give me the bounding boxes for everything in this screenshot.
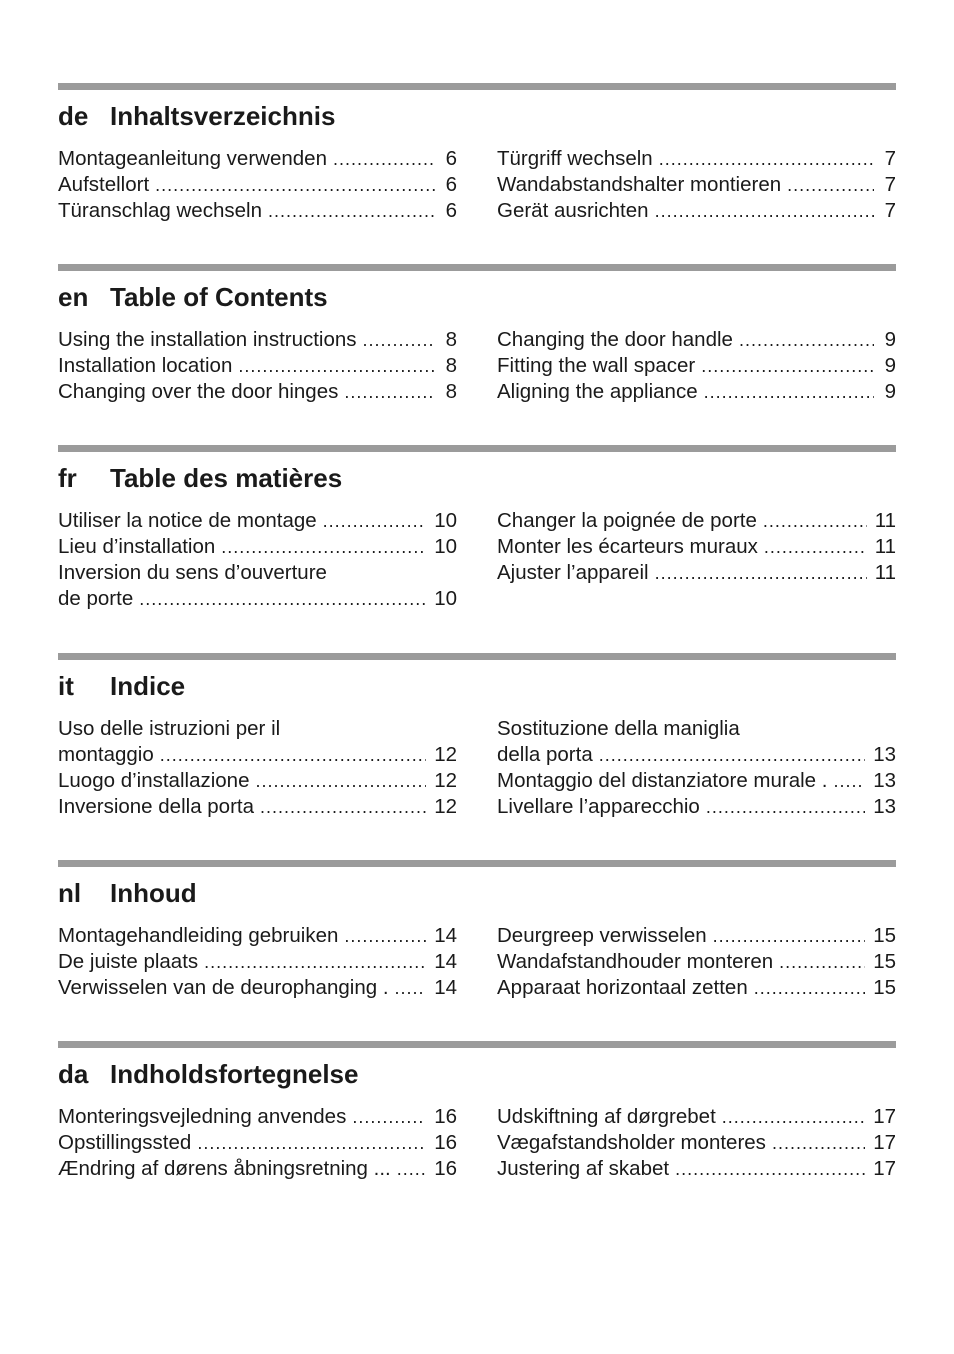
toc-entry-line bbox=[58, 768, 457, 794]
dot-leader bbox=[701, 353, 874, 379]
toc-entry-label: Monteringsvejledning anvendes bbox=[58, 1105, 347, 1128]
page-number: 13 bbox=[873, 743, 896, 766]
page-number: 14 bbox=[434, 950, 457, 973]
toc-entry[interactable] bbox=[58, 1156, 457, 1182]
page-number: 8 bbox=[445, 328, 457, 351]
toc-column-right bbox=[497, 508, 896, 586]
toc-entry[interactable] bbox=[497, 794, 896, 820]
page-number: 11 bbox=[874, 561, 896, 584]
dot-leader bbox=[395, 975, 427, 1001]
page-number: 10 bbox=[434, 535, 457, 558]
toc-entry[interactable] bbox=[497, 379, 896, 405]
toc-entry[interactable] bbox=[497, 327, 896, 353]
toc-entry-line bbox=[58, 379, 457, 405]
page-number: 13 bbox=[873, 769, 896, 792]
section-rule bbox=[58, 445, 896, 452]
toc-entry-label: Ajuster l’appareil bbox=[497, 561, 649, 584]
toc-column-left bbox=[58, 1104, 457, 1182]
toc-entry[interactable] bbox=[58, 508, 457, 534]
dot-leader bbox=[221, 534, 426, 560]
toc-section-da bbox=[58, 1041, 896, 1180]
toc-entry[interactable] bbox=[497, 975, 896, 1001]
toc-entry[interactable] bbox=[58, 560, 457, 612]
toc-entry-label: de porte bbox=[58, 587, 134, 610]
toc-entry[interactable] bbox=[497, 768, 896, 794]
toc-entry-line bbox=[497, 1156, 896, 1182]
toc-entry[interactable] bbox=[58, 172, 457, 198]
section-rule bbox=[58, 264, 896, 271]
toc-entry-label: Aufstellort bbox=[58, 173, 150, 196]
dot-leader bbox=[655, 560, 867, 586]
dot-leader bbox=[675, 1156, 865, 1182]
dot-leader bbox=[706, 794, 865, 820]
page-number: 8 bbox=[445, 380, 457, 403]
page-number: 9 bbox=[884, 380, 896, 403]
section-heading bbox=[58, 1059, 358, 1089]
dot-leader bbox=[655, 198, 874, 224]
page-number: 12 bbox=[434, 769, 457, 792]
toc-entry-line bbox=[497, 923, 896, 949]
dot-leader bbox=[344, 923, 426, 949]
dot-leader bbox=[238, 353, 435, 379]
toc-entry-line bbox=[497, 560, 896, 586]
toc-entry-line bbox=[497, 768, 896, 794]
dot-leader bbox=[722, 1104, 865, 1130]
page-number: 16 bbox=[434, 1131, 457, 1154]
toc-entry-line bbox=[58, 508, 457, 534]
dot-leader bbox=[352, 1104, 426, 1130]
dot-leader bbox=[197, 1130, 426, 1156]
toc-entry[interactable] bbox=[58, 716, 457, 768]
dot-leader bbox=[255, 768, 426, 794]
page-number: 17 bbox=[873, 1105, 896, 1128]
toc-column-left bbox=[58, 327, 457, 405]
dot-leader bbox=[599, 742, 865, 768]
toc-section-it bbox=[58, 653, 896, 818]
page-number: 16 bbox=[434, 1105, 457, 1128]
toc-entry-line bbox=[58, 1104, 457, 1130]
toc-entry[interactable] bbox=[497, 353, 896, 379]
dot-leader bbox=[155, 172, 435, 198]
toc-entry-line bbox=[497, 379, 896, 405]
toc-column-left bbox=[58, 716, 457, 820]
toc-entry[interactable] bbox=[497, 508, 896, 534]
dot-leader bbox=[323, 508, 427, 534]
toc-entry-line bbox=[58, 975, 457, 1001]
toc-entry-line bbox=[58, 742, 457, 768]
section-rule bbox=[58, 653, 896, 660]
dot-leader bbox=[772, 1130, 865, 1156]
section-heading bbox=[58, 878, 197, 908]
dot-leader bbox=[787, 172, 874, 198]
toc-entry-label: Wandafstandhouder monteren bbox=[497, 950, 774, 973]
toc-entry-label: Changing the door handle bbox=[497, 328, 733, 351]
toc-column-left bbox=[58, 923, 457, 1001]
toc-entry-label: Vægafstandsholder monteres bbox=[497, 1131, 766, 1154]
toc-entry-label: Fitting the wall spacer bbox=[497, 354, 696, 377]
toc-entry-line bbox=[497, 353, 896, 379]
toc-entry-line bbox=[497, 975, 896, 1001]
page-number: 8 bbox=[445, 354, 457, 377]
toc-entry-label: Deurgreep verwisselen bbox=[497, 924, 707, 947]
toc-entry-line bbox=[58, 949, 457, 975]
toc-entry-line bbox=[58, 146, 457, 172]
toc-entry-label: Montagehandleiding gebruiken bbox=[58, 924, 339, 947]
toc-entry[interactable] bbox=[58, 794, 457, 820]
toc-entry-label: Türgriff wechseln bbox=[497, 147, 653, 170]
toc-entry-line bbox=[497, 327, 896, 353]
toc-entry-label: Montageanleitung verwenden bbox=[58, 147, 327, 170]
toc-entry[interactable] bbox=[497, 560, 896, 586]
toc-section-de bbox=[58, 83, 896, 222]
toc-entry[interactable] bbox=[497, 949, 896, 975]
section-title: Indice bbox=[110, 671, 186, 701]
toc-entry-line bbox=[58, 794, 457, 820]
toc-entry-label: De juiste plaats bbox=[58, 950, 199, 973]
toc-entry-line bbox=[497, 1104, 896, 1130]
dot-leader bbox=[363, 327, 435, 353]
section-title: Indholdsfortegnelse bbox=[110, 1059, 359, 1089]
section-title: Inhaltsverzeichnis bbox=[110, 101, 336, 131]
dot-leader bbox=[833, 768, 865, 794]
toc-entry-label: Using the installation instructions bbox=[58, 328, 357, 351]
toc-column-right bbox=[497, 716, 896, 820]
toc-entry[interactable] bbox=[58, 923, 457, 949]
toc-entry[interactable] bbox=[497, 1156, 896, 1182]
section-rule bbox=[58, 860, 896, 867]
dot-leader bbox=[397, 1156, 426, 1182]
dot-leader bbox=[333, 146, 435, 172]
toc-column-right bbox=[497, 146, 896, 224]
section-heading bbox=[58, 282, 328, 312]
toc-entry-label: Verwisselen van de deurophanging . bbox=[58, 976, 389, 999]
toc-entry-line bbox=[497, 198, 896, 224]
toc-entry-line bbox=[58, 534, 457, 560]
toc-entry[interactable] bbox=[58, 146, 457, 172]
page-number: 12 bbox=[434, 743, 457, 766]
toc-entry-label-line1 bbox=[497, 716, 896, 742]
toc-entry-label: Udskiftning af dørgrebet bbox=[497, 1105, 716, 1128]
toc-entry-label: della porta bbox=[497, 743, 593, 766]
dot-leader bbox=[704, 379, 874, 405]
toc-entry-label: Aligning the appliance bbox=[497, 380, 698, 403]
page-number: 12 bbox=[434, 795, 457, 818]
page-number: 10 bbox=[434, 587, 457, 610]
toc-entry[interactable] bbox=[58, 198, 457, 224]
page-number: 13 bbox=[873, 795, 896, 818]
toc-entry-line bbox=[58, 198, 457, 224]
page-number: 14 bbox=[434, 924, 457, 947]
toc-entry-label: Wandabstandshalter montieren bbox=[497, 173, 782, 196]
toc-column-right bbox=[497, 1104, 896, 1182]
page-number: 9 bbox=[884, 328, 896, 351]
section-rule bbox=[58, 83, 896, 90]
dot-leader bbox=[739, 327, 874, 353]
toc-entry-line bbox=[497, 1130, 896, 1156]
dot-leader bbox=[204, 949, 426, 975]
page-number: 17 bbox=[873, 1131, 896, 1154]
page-number: 6 bbox=[445, 199, 457, 222]
toc-entry-label: Opstillingssted bbox=[58, 1131, 192, 1154]
toc-entry[interactable] bbox=[497, 716, 896, 768]
toc-entry-label: Livellare l’apparecchio bbox=[497, 795, 700, 818]
section-heading bbox=[58, 463, 342, 493]
page-number: 14 bbox=[434, 976, 457, 999]
toc-entry-label: Luogo d’installazione bbox=[58, 769, 250, 792]
toc-entry-line bbox=[497, 534, 896, 560]
toc-entry-label: Monter les écarteurs muraux bbox=[497, 535, 758, 558]
dot-leader bbox=[260, 794, 426, 820]
dot-leader bbox=[713, 923, 866, 949]
toc-entry-line bbox=[58, 327, 457, 353]
toc-entry-line bbox=[58, 353, 457, 379]
toc-entry[interactable] bbox=[58, 1130, 457, 1156]
dot-leader bbox=[659, 146, 874, 172]
toc-column-left bbox=[58, 146, 457, 224]
toc-entry[interactable] bbox=[58, 353, 457, 379]
toc-entry-line bbox=[58, 1156, 457, 1182]
toc-entry-label: Uso delle istruzioni per il bbox=[58, 717, 281, 740]
toc-entry-label: Apparaat horizontaal zetten bbox=[497, 976, 748, 999]
language-code: da bbox=[58, 1059, 89, 1089]
toc-entry-label: Lieu d’installation bbox=[58, 535, 216, 558]
section-heading bbox=[58, 671, 185, 701]
toc-entry-label-line1 bbox=[58, 560, 457, 586]
page-number: 7 bbox=[884, 173, 896, 196]
toc-entry-line bbox=[497, 949, 896, 975]
language-code: en bbox=[58, 282, 89, 312]
toc-entry[interactable] bbox=[497, 1130, 896, 1156]
toc-section-en bbox=[58, 264, 896, 403]
toc-entry-label: Inversion du sens d’ouverture bbox=[58, 561, 327, 584]
section-rule bbox=[58, 1041, 896, 1048]
toc-entry[interactable] bbox=[58, 949, 457, 975]
toc-entry-line bbox=[497, 146, 896, 172]
toc-entry[interactable] bbox=[497, 198, 896, 224]
dot-leader bbox=[268, 198, 435, 224]
toc-entry[interactable] bbox=[58, 327, 457, 353]
toc-entry-label: Türanschlag wechseln bbox=[58, 199, 262, 222]
toc-column-right bbox=[497, 923, 896, 1001]
section-title: Table des matières bbox=[110, 463, 343, 493]
toc-entry[interactable] bbox=[58, 534, 457, 560]
language-code: it bbox=[58, 671, 74, 701]
toc-entry-label: Inversione della porta bbox=[58, 795, 255, 818]
page-number: 11 bbox=[874, 535, 896, 558]
toc-entry[interactable] bbox=[497, 1104, 896, 1130]
page-number: 16 bbox=[434, 1157, 457, 1180]
toc-entry-label: Justering af skabet bbox=[497, 1157, 670, 1180]
toc-entry-label: Changing over the door hinges bbox=[58, 380, 339, 403]
toc-entry[interactable] bbox=[58, 379, 457, 405]
toc-column-left bbox=[58, 508, 457, 612]
toc-entry-line bbox=[58, 1130, 457, 1156]
toc-entry-line bbox=[497, 742, 896, 768]
toc-entry-label: Installation location bbox=[58, 354, 233, 377]
toc-entry[interactable] bbox=[58, 975, 457, 1001]
language-code: fr bbox=[58, 463, 77, 493]
language-code: de bbox=[58, 101, 89, 131]
toc-entry-label: Gerät ausrichten bbox=[497, 199, 649, 222]
dot-leader bbox=[139, 586, 426, 612]
toc-entry[interactable] bbox=[497, 172, 896, 198]
dot-leader bbox=[344, 379, 435, 405]
page-number: 17 bbox=[873, 1157, 896, 1180]
page-number: 9 bbox=[884, 354, 896, 377]
toc-entry-label: Changer la poignée de porte bbox=[497, 509, 757, 532]
toc-column-right bbox=[497, 327, 896, 405]
toc-entry-label: Sostituzione della maniglia bbox=[497, 717, 740, 740]
dot-leader bbox=[779, 949, 865, 975]
section-title: Inhoud bbox=[110, 878, 197, 908]
page-number: 7 bbox=[884, 147, 896, 170]
dot-leader bbox=[160, 742, 426, 768]
toc-entry-label-line1 bbox=[58, 716, 457, 742]
page-number: 15 bbox=[873, 950, 896, 973]
section-title: Table of Contents bbox=[110, 282, 328, 312]
toc-entry[interactable] bbox=[497, 146, 896, 172]
toc-entry[interactable] bbox=[58, 1104, 457, 1130]
page-number: 7 bbox=[884, 199, 896, 222]
toc-entry[interactable] bbox=[58, 768, 457, 794]
dot-leader bbox=[763, 508, 867, 534]
toc-section-fr bbox=[58, 445, 896, 610]
page-number: 11 bbox=[874, 509, 896, 532]
toc-entry-label: Utiliser la notice de montage bbox=[58, 509, 317, 532]
page-number: 6 bbox=[445, 147, 457, 170]
section-heading bbox=[58, 101, 335, 131]
toc-entry-line bbox=[497, 172, 896, 198]
toc-entry-label: Montaggio del distanziatore murale . bbox=[497, 769, 828, 792]
page-number: 15 bbox=[873, 976, 896, 999]
toc-entry-line bbox=[497, 794, 896, 820]
dot-leader bbox=[754, 975, 865, 1001]
toc-entry-line bbox=[58, 923, 457, 949]
toc-entry-line bbox=[58, 586, 457, 612]
dot-leader bbox=[764, 534, 867, 560]
page-number: 6 bbox=[445, 173, 457, 196]
toc-entry-label: montaggio bbox=[58, 743, 154, 766]
page-number: 10 bbox=[434, 509, 457, 532]
language-code: nl bbox=[58, 878, 82, 908]
toc-section-nl bbox=[58, 860, 896, 999]
toc-entry[interactable] bbox=[497, 534, 896, 560]
toc-entry-line bbox=[497, 508, 896, 534]
page-number: 15 bbox=[873, 924, 896, 947]
toc-entry-label: Ændring af dørens åbningsretning ... bbox=[58, 1157, 391, 1180]
toc-entry-line bbox=[58, 172, 457, 198]
toc-entry[interactable] bbox=[497, 923, 896, 949]
